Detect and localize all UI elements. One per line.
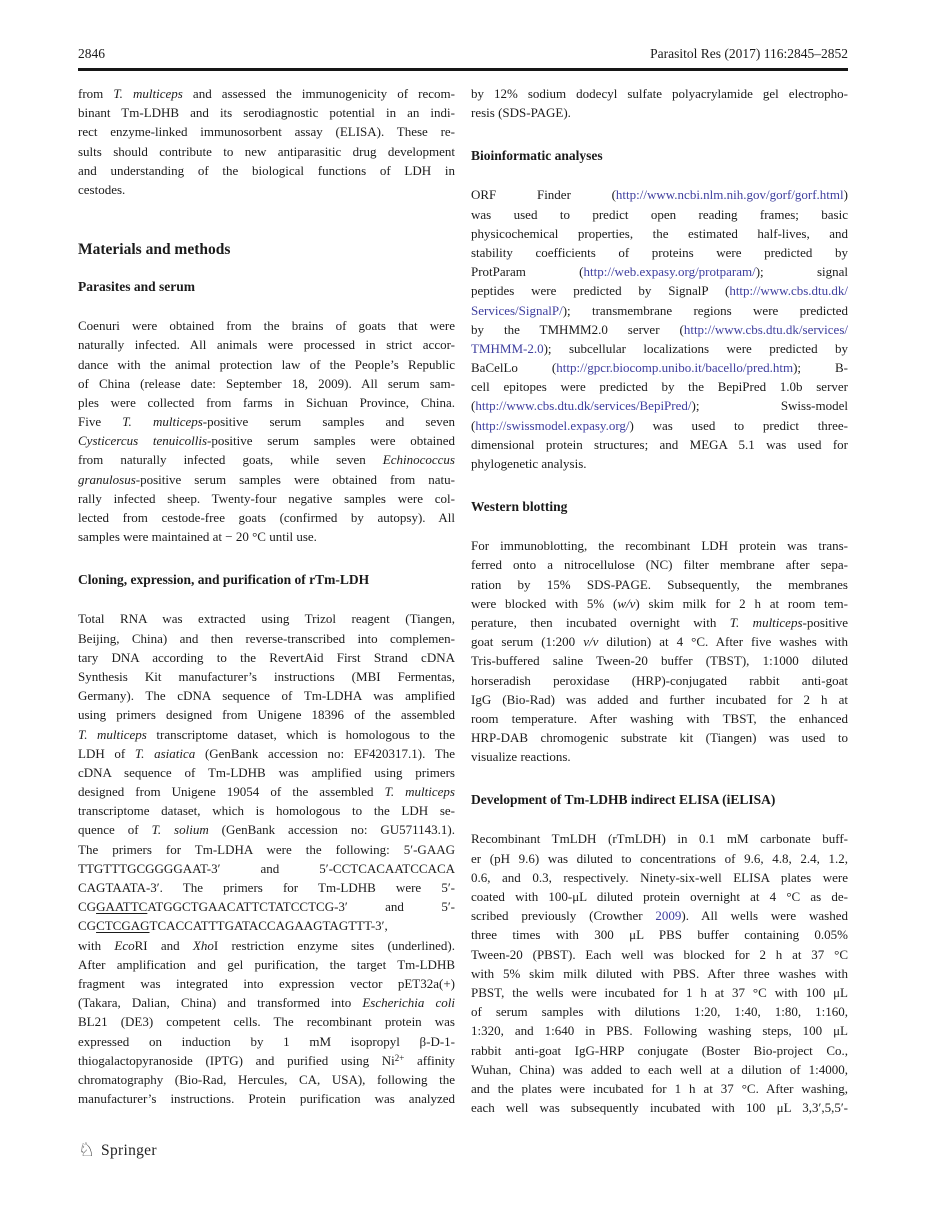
paragraph xyxy=(471,185,848,473)
header-rule xyxy=(78,68,848,71)
text-line: thiogalactopyranoside (IPTG) and purified using $Ni^{2+}$ affinity xyxy=(78,1052,455,1068)
springer-knight-icon: ♘ xyxy=(78,1140,96,1161)
hyperlink[interactable]: http://www.cbs.dtu.dk/ xyxy=(729,283,848,299)
text-line: Cysticercus tenuicollis-positive serum samples were obtained xyxy=(78,433,455,449)
paragraph xyxy=(78,609,455,1108)
text-line: ration by 15% SDS-PAGE. Subsequently, the membranes xyxy=(471,576,848,592)
text-line: Germany). The cDNA sequence of Tm-LDHA was amplified xyxy=(78,688,455,704)
text-line: chromatography (Bio-Rad, Hercules, CA, USA), following the xyxy=(78,1071,455,1087)
paragraph xyxy=(471,536,848,766)
hyperlink[interactable]: http://www.cbs.dtu.dk/services/ xyxy=(683,321,848,337)
text-line: ferred onto a nitrocellulose (NC) filter membrane after sepa- xyxy=(471,557,848,573)
text-line: naturally infected. All animals were processed in strict accor- xyxy=(78,337,455,353)
subsection-heading: Development of Tm-LDHB indirect ELISA (iELISA) xyxy=(471,792,776,808)
text-line: Wuhan, China) was added to each well at a dilution of 1:4000, xyxy=(471,1061,848,1077)
text-line: (http://swissmodel.expasy.org/) was used to predict three- xyxy=(471,417,848,433)
text-line: were blocked with 5% (w/v) skim milk for 2 h at room tem- xyxy=(471,595,848,611)
publisher-label: Springer xyxy=(101,1142,157,1159)
text-line: dance with the animal protection law of the People’s Republic xyxy=(78,356,455,372)
text-line: Total RNA was extracted using Trizol reagent (Tiangen, xyxy=(78,611,455,627)
text-line: HRP-DAB chromogenic substrate kit (Tiangen) was used to xyxy=(471,730,848,746)
column-right xyxy=(471,84,848,1117)
text-line: with EcoRI and XhoI restriction enzyme sites (underlined). xyxy=(78,937,455,953)
text-line: Tris-buffered saline Tween-20 buffer (TBST), 1:1000 diluted xyxy=(471,653,848,669)
text-line: ProtParam (http://web.expasy.org/protparam/); signal xyxy=(471,264,848,280)
text-line: T. multiceps transcriptome dataset, which is homologous to the xyxy=(78,726,455,742)
paragraph xyxy=(78,316,455,546)
text-line: rect enzyme-linked immunosorbent assay (ELISA). These re- xyxy=(78,124,455,140)
text-line: TMHMM-2.0); subcellular localizations were predicted by xyxy=(471,340,848,356)
text-line: with 5% skim milk diluted with PBS. After three washes with xyxy=(471,965,848,981)
section-heading: Materials and methods xyxy=(78,241,231,259)
text-line: ples were collected from farms in Sichuan Province, China. xyxy=(78,394,455,410)
text-line: of China (release date: September 18, 2009). All serum sam- xyxy=(78,375,455,391)
paragraph xyxy=(471,829,848,1117)
text-line: visualize reactions. xyxy=(471,749,571,765)
hyperlink[interactable]: http://swissmodel.expasy.org/ xyxy=(475,417,630,433)
text-line: For immunoblotting, the recombinant LDH protein was trans- xyxy=(471,538,848,554)
text-line: transcriptome dataset, which is homologous to the LDH se- xyxy=(78,803,455,819)
hyperlink[interactable]: 2009 xyxy=(655,908,682,924)
text-line: by 12% sodium dodecyl sulfate polyacrylamide gel electropho- xyxy=(471,86,848,101)
text-line: Five T. multiceps-positive serum samples and seven xyxy=(78,414,455,430)
text-line: of serum samples with dilutions 1:20, 1:40, 1:80, 1:160, xyxy=(471,1004,848,1020)
hyperlink[interactable]: http://web.expasy.org/protparam/ xyxy=(583,264,756,280)
text-line: designed from Unigene 19054 of the assembled T. multiceps xyxy=(78,784,455,800)
text-line: room temperature. After washing with TBST, the enhanced xyxy=(471,710,848,726)
text-line: sults should contribute to new antiparasitic drug development xyxy=(78,143,455,159)
text-line: BL21 (DE3) competent cells. The recombinant protein was xyxy=(78,1014,455,1030)
text-line: coated with 100-μL diluted protein overnight at 4 °C as de- xyxy=(471,889,848,904)
subsection-heading: Cloning, expression, and purification of rTm-LDH xyxy=(78,572,370,588)
text-line: Synthesis Kit manufacturer’s instructions (MBI Fermentas, xyxy=(78,668,455,684)
text-line: CGCTCGAGTCACCATTTGATACCAGAAGTAGTTT-3′, xyxy=(78,918,388,934)
paragraph xyxy=(471,84,848,122)
running-header xyxy=(78,46,848,62)
text-line: Coenuri were obtained from the brains of goats that were xyxy=(78,318,455,334)
text-line: from T. multiceps and assessed the immunogenicity of recom- xyxy=(78,86,455,101)
text-line: and the plates were incubated for 1 h at 37 °C. After washing, xyxy=(471,1080,848,1096)
text-line: each well was subsequently incubated with 100 μL 3,3′,5,5′- xyxy=(471,1100,848,1116)
text-line: Recombinant TmLDH (rTmLDH) in 0.1 mM carbonate buff- xyxy=(471,831,848,847)
text-line: 1:320, and 1:640 in PBS. Following washing steps, 100 μL xyxy=(471,1023,848,1039)
text-line: LDH of T. asiatica (GenBank accession no: EF420317.1). The xyxy=(78,745,455,761)
text-line: was used to predict open reading frames; basic xyxy=(471,206,848,222)
text-line: horseradish peroxidase (HRP)-conjugated rabbit anti-goat xyxy=(471,672,848,688)
text-line: scribed previously (Crowther 2009). All wells were washed xyxy=(471,908,848,924)
text-line: quence of T. solium (GenBank accession no: GU571143.1). xyxy=(78,822,455,838)
hyperlink[interactable]: http://www.cbs.dtu.dk/services/BepiPred/ xyxy=(475,398,692,414)
text-line: physicochemical properties, the estimated half-lives, and xyxy=(471,225,848,241)
text-line: er (pH 9.6) was diluted to concentrations of 9.6, 4.8, 2.4, 1.2, xyxy=(471,850,848,866)
text-line: perature, then incubated overnight with T. multiceps-positive xyxy=(471,614,848,630)
text-line: The primers for Tm-LDHA were the following: 5′-GAAG xyxy=(78,841,455,857)
text-line: rabbit anti-goat IgG-HRP conjugate (Boster Bio-project Co., xyxy=(471,1042,848,1058)
page-number: 2846 xyxy=(78,46,105,61)
text-line: (Takara, Dalian, China) and transformed into Escherichia coli xyxy=(78,995,455,1011)
journal-citation: Parasitol Res (2017) 116:2845–2852 xyxy=(650,46,848,61)
text-line: granulosus-positive serum samples were obtained from natu- xyxy=(78,471,455,487)
text-line: Tween-20 (PBST). Each well was blocked for 2 h at 37 °C xyxy=(471,946,848,962)
text-line: using primers designed from Unigene 18396 of the assembled xyxy=(78,707,455,723)
text-line: three times with 300 μL PBS buffer containing 0.05% xyxy=(471,927,848,943)
hyperlink[interactable]: Services/SignalP/ xyxy=(471,302,563,318)
hyperlink[interactable]: http://www.ncbi.nlm.nih.gov/gorf/gorf.html xyxy=(615,187,844,203)
text-line: samples were maintained at − 20 °C until use. xyxy=(78,529,317,545)
text-line: IgG (Bio-Rad) was added and further incubated for 2 h at xyxy=(471,691,848,707)
text-line: CGGAATTCATGGCTGAACATTCTATCCTCG-3′ and 5′- xyxy=(78,899,455,915)
subsection-heading: Bioinformatic analyses xyxy=(471,148,603,164)
text-line: resis (SDS-PAGE). xyxy=(471,105,571,121)
text-line: cell epitopes were predicted by the BepiPred 1.0b server xyxy=(471,379,848,395)
text-line: fragment was integrated into expression vector pET32a(+) xyxy=(78,975,455,991)
text-line: stability coefficients of proteins were predicted by xyxy=(471,244,848,260)
text-line: lected from cestode-free goats (confirmed by autopsy). All xyxy=(78,510,455,525)
text-line: cDNA sequence of Tm-LDHB was amplified using primers xyxy=(78,764,455,780)
text-line: peptides were predicted by SignalP (http://www.cbs.dtu.dk/ xyxy=(471,283,848,299)
text-line: expressed on induction by 1 mM isopropyl β-D-1- xyxy=(78,1033,455,1049)
text-line: binant Tm-LDHB and its serodiagnostic potential in an indi- xyxy=(78,105,455,121)
text-line: manufacturer’s instructions. Protein purification was analyzed xyxy=(78,1091,455,1107)
page-body xyxy=(78,84,848,1117)
text-line: ORF Finder (http://www.ncbi.nlm.nih.gov/gorf/gorf.html) xyxy=(471,187,848,203)
text-line: by the TMHMM2.0 server (http://www.cbs.dtu.dk/services/ xyxy=(471,321,848,337)
text-line: PBST, the wells were incubated for 1 h at 37 °C with 100 μL xyxy=(471,984,848,1000)
text-line: goat serum (1:200 v/v dilution) at 4 °C. After five washes with xyxy=(471,634,848,650)
text-line: Beijing, China) and then reverse-transcribed into complemen- xyxy=(78,630,455,646)
text-line: CAGTAATA-3′. The primers for Tm-LDHB were 5′- xyxy=(78,880,455,895)
text-line: and understanding of the biological functions of LDH in xyxy=(78,162,455,178)
text-line: BaCelLo (http://gpcr.biocomp.unibo.it/bacello/pred.htm); B- xyxy=(471,360,848,376)
text-line: tary DNA according to the RevertAid First Strand cDNA xyxy=(78,649,455,665)
text-line: 0.6, and 0.3, respectively. Ninety-six-well ELISA plates were xyxy=(471,869,848,885)
text-line: rally infected sheep. Twenty-four negative samples were col- xyxy=(78,490,455,506)
page-footer xyxy=(78,1140,157,1162)
subsection-heading: Western blotting xyxy=(471,499,568,515)
text-line: Services/SignalP/); transmembrane regions were predicted xyxy=(471,302,848,318)
text-line: After amplification and gel purification, the target Tm-LDHB xyxy=(78,956,455,972)
text-line: TTGTTTGCGGGGAAT-3′ and 5′-CCTCACAATCCACA xyxy=(78,860,455,876)
paragraph xyxy=(78,84,455,199)
hyperlink[interactable]: TMHMM-2.0 xyxy=(471,340,544,356)
text-line: cestodes. xyxy=(78,181,126,197)
text-line: phylogenetic analysis. xyxy=(471,456,587,471)
text-line: dimensional protein structures; and MEGA 5.1 was used for xyxy=(471,436,848,452)
hyperlink[interactable]: http://gpcr.biocomp.unibo.it/bacello/pred.htm xyxy=(556,360,794,376)
text-line: (http://www.cbs.dtu.dk/services/BepiPred/); Swiss-model xyxy=(471,398,848,414)
text-line: from naturally infected goats, while seven Echinococcus xyxy=(78,452,455,468)
subsection-heading: Parasites and serum xyxy=(78,279,195,295)
column-left xyxy=(78,84,455,1117)
